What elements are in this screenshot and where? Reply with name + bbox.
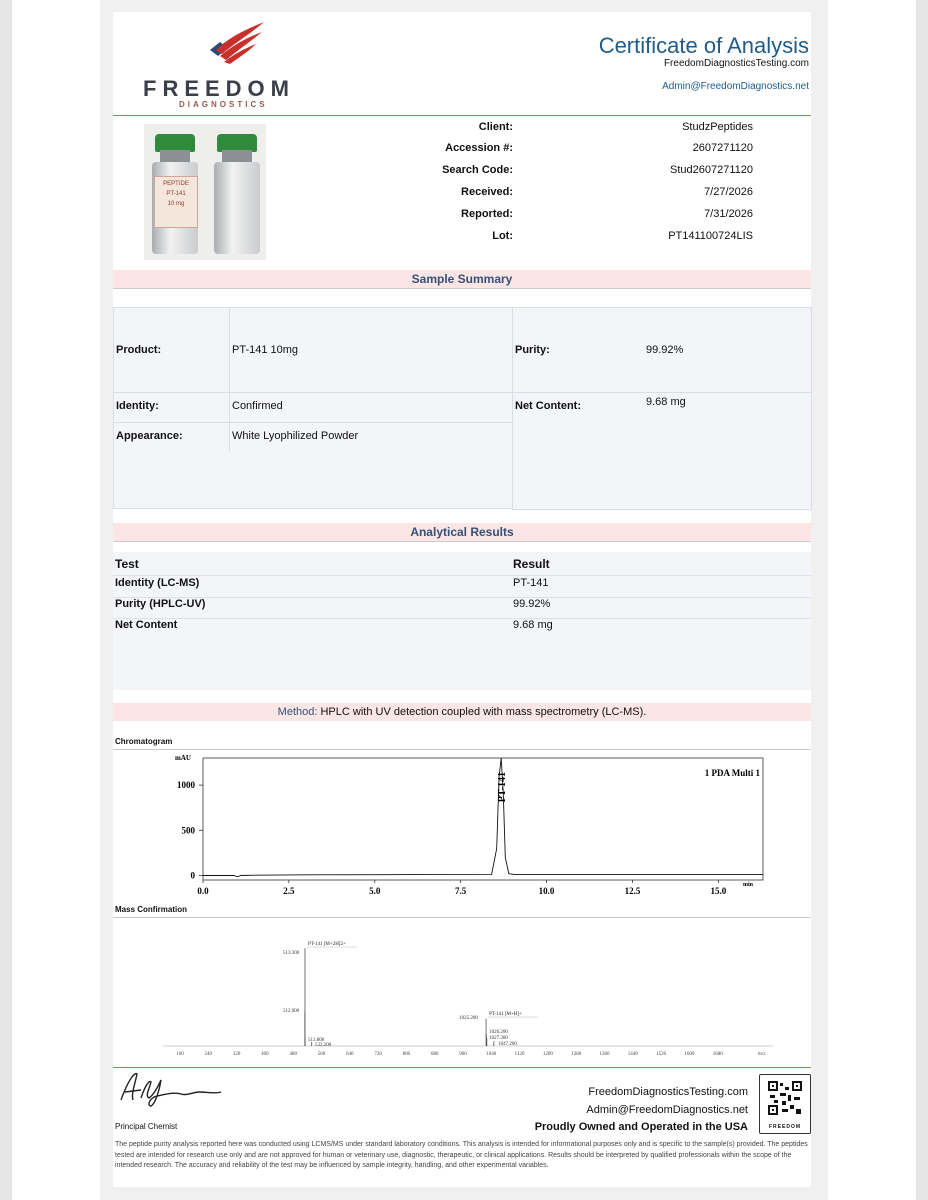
method-text: HPLC with UV detection coupled with mass spectrometry (LC-MS). [317,706,647,718]
certificate-sheet [113,12,811,1187]
purity-cell: Purity: 99.92% [512,307,812,393]
x-tick-label: 2.5 [283,886,295,896]
vial-front: PEPTIDE PT-141 10 mg [152,134,198,256]
peak-annotation: PT-141 [M+H]+ [489,1012,522,1017]
x-tick-label: 0.0 [197,886,209,896]
header-divider [113,115,811,116]
y-tick-label: 500 [181,825,195,836]
x-tick-label: 10.0 [538,886,555,896]
x-tick-label: 1040 [486,1052,497,1057]
product-value: PT-141 10mg [232,344,299,356]
net-content-cell: Net Content: 9.68 mg [512,392,812,510]
peak-annotation: PT-141 [M+2H]2+ [307,942,346,947]
logo-subtitle: DIAGNOSTICS [179,100,268,109]
x-tick-label: 320 [232,1052,241,1057]
product-label-cell: Product: [113,307,230,393]
client-value: StudzPeptides [682,121,753,133]
qr-caption: FREEDOM [769,1124,801,1130]
net-content-value: 9.68 mg [646,396,686,408]
sample-summary-heading: Sample Summary [113,270,811,289]
accession-row: Accession #: 2607271120 [445,142,753,154]
x-tick-label: 1280 [571,1052,582,1057]
reported-row: Reported: 7/31/2026 [461,208,753,220]
client-row: Client: StudzPeptides [478,121,753,133]
search-code-value: Stud2607271120 [670,164,753,176]
y-axis-label: mAU [175,754,191,762]
x-tick-label: 1360 [599,1052,610,1057]
peak-value-label: 513.800 [307,1038,325,1043]
x-tick-label: 7.5 [455,886,467,896]
chromatogram-trace [203,758,763,877]
x-tick-label: 880 [430,1052,439,1057]
peak-value-label: 1026.200 [489,1030,508,1035]
mass-confirmation-heading: Mass Confirmation [115,905,188,914]
method-banner [113,703,811,721]
peak-value-label: 513.300 [282,951,300,956]
received-value: 7/27/2026 [704,186,753,198]
x-tick-label: 160 [176,1052,184,1057]
received-row: Received: 7/27/2026 [461,186,753,198]
x-tick-label: 720 [374,1052,382,1057]
x-tick-label: 800 [402,1052,411,1057]
peak-value-label: 1025.200 [459,1016,478,1021]
mass-spectrum-chart [113,918,811,1058]
identity-value-cell [229,392,513,423]
header-email-link[interactable]: Admin@FreedomDiagnostics.net [662,81,809,92]
x-tick-label: 240 [204,1052,213,1057]
table-row: Net Content 9.68 mg [115,619,553,631]
disclaimer-text: The peptide purity analysis reported here was conducted using LCMS/MS under standard laboratory conditions. This analysis is intended for informational purposes only and is specific to the sample(s) provided. The peptides tested are intended for research use only and are not approved for human or veterinary use, diagnostic, therapeutic, or clinical applications. Results should be interpreted by qualified professionals within the scope of the intended research. The accuracy and reliability of the test may be influenced by sample integrity, handling, and other experimental variables. [115,1141,808,1169]
accession-value: 2607271120 [692,142,753,154]
appearance-value-cell [229,422,513,453]
method-label: Method: [277,706,318,718]
x-axis-label: m/z [758,1052,766,1057]
x-axis-label: min [743,882,754,888]
reported-value: 7/31/2026 [704,208,753,220]
peak-value-label: 1027.300 [489,1036,508,1041]
freedom-logo [143,20,295,110]
chromatogram-chart [113,750,811,900]
sample-summary [113,307,811,509]
lot-row: Lot: PT141100724LIS [492,230,753,242]
analytical-results-heading: Analytical Results [113,523,811,542]
chromatogram-heading: Chromatogram [115,737,173,746]
x-tick-label: 960 [459,1052,467,1057]
footer-divider [113,1067,811,1068]
header-website: FreedomDiagnosticsTesting.com [663,58,809,69]
x-tick-label: 1200 [542,1052,553,1057]
summary-empty-cell [113,452,513,509]
peak-value-label: 532.200 [314,1043,332,1048]
identity-value: Confirmed [232,400,283,412]
footer-email-link[interactable]: Admin@FreedomDiagnostics.net [586,1104,748,1116]
footer-website-link[interactable]: FreedomDiagnosticsTesting.com [588,1086,748,1098]
product-value-cell [229,307,513,393]
x-tick-label: 15.0 [710,886,727,896]
signature-image [115,1070,225,1110]
results-table [113,552,811,690]
identity-label-cell: Identity: [113,392,230,423]
x-tick-label: 5.0 [369,886,381,896]
search-code-row: Search Code: Stud2607271120 [442,164,753,176]
peak-value-label: 512.900 [282,1009,300,1014]
appearance-label-cell: Appearance: [113,422,230,453]
x-tick-label: 1440 [627,1052,638,1057]
x-tick-label: 400 [261,1052,269,1057]
peak-value-label: 1047.200 [498,1042,517,1047]
x-tick-label: 12.5 [624,886,641,896]
document-page [100,0,828,1200]
y-tick-label: 1000 [177,780,195,791]
peak-label: PT-141 [497,772,509,803]
product-photo [144,124,266,260]
x-tick-label: 640 [346,1052,354,1057]
purity-value: 99.92% [646,344,684,356]
lot-value: PT141100724LIS [668,230,753,242]
table-row: Identity (LC-MS) PT-141 [113,577,811,598]
plot-frame [203,758,763,880]
x-tick-label: 560 [317,1052,326,1057]
logo-wordmark: FREEDOM [143,76,295,101]
x-tick-label: 1600 [684,1052,695,1057]
signatory-role: Principal Chemist [115,1122,178,1131]
qr-code-icon[interactable] [759,1074,811,1134]
x-tick-label: 1680 [712,1052,723,1057]
vial-side [214,134,260,256]
chart-legend: 1 PDA Multi 1 [704,768,760,778]
page-title: Certificate of Analysis [598,33,809,58]
x-tick-label: 480 [289,1052,297,1057]
flag-wing-icon [198,20,268,64]
results-header-row: Test Result [113,557,811,576]
table-row: Purity (HPLC-UV) 99.92% [113,598,811,619]
footer-usa-statement: Proudly Owned and Operated in the USA [534,1121,748,1133]
x-tick-label: 1120 [514,1052,525,1057]
left-margin [0,0,12,1200]
y-tick-label: 0 [190,870,195,881]
right-margin [916,0,928,1200]
x-tick-label: 1520 [656,1052,667,1057]
appearance-value: White Lyophilized Powder [232,430,359,442]
